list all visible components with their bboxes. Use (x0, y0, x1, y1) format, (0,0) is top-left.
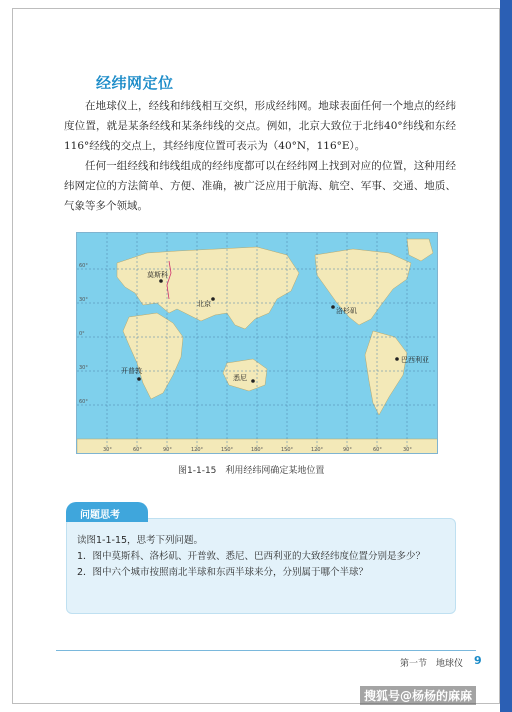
lon-tick: 60° (133, 447, 142, 453)
city-dot-brasilia (395, 357, 399, 361)
lat-tick: 60° (79, 399, 88, 405)
think-box (66, 502, 456, 614)
body-text (64, 96, 456, 216)
lon-tick: 150° (281, 447, 294, 453)
page-number: 9 (474, 654, 482, 667)
think-box-title: 问题思考 (66, 502, 148, 522)
lon-tick: 180° (251, 447, 264, 453)
think-box-body (66, 518, 456, 614)
think-question-2: 2．图中六个城市按照南北半球和东西半球来分，分别属于哪个半球？ (77, 567, 369, 578)
watermark: 搜狐号@杨杨的麻麻 (360, 686, 476, 705)
paragraph-1: 在地球仪上，经线和纬线相互交织，形成经纬网。地球表面任何一个地点的经纬度位置，就是某条经线和某条纬线的交点。例如，北京大致位于北纬40°纬线和东经116°经线的交点上，其经纬度位置可表示为（40°N，116°E）。 (64, 100, 456, 152)
paragraph-2: 任何一组经线和纬线组成的经纬度都可以在经纬网上找到对应的位置，这种用经纬网定位的方法简单、方便、准确，被广泛应用于航海、航空、军事、交通、地质、气象等多个领域。 (64, 160, 456, 212)
lat-tick: 30° (79, 365, 88, 371)
city-dot-moscow (159, 279, 163, 283)
city-label-brasilia: 巴西利亚 (401, 356, 429, 364)
lon-tick: 30° (103, 447, 112, 453)
footer-section-label: 第一节 地球仪 (400, 659, 464, 669)
lat-tick: 60° (79, 263, 88, 269)
lon-tick: 60° (373, 447, 382, 453)
city-label-cape-town: 开普敦 (121, 367, 142, 375)
city-label-beijing: 北京 (197, 300, 211, 308)
page-edge-strip (500, 0, 512, 712)
lat-tick: 30° (79, 297, 88, 303)
lon-tick: 150° (221, 447, 234, 453)
footer-divider (56, 650, 476, 651)
world-map (76, 232, 438, 454)
city-label-sydney: 悉尼 (233, 374, 247, 382)
think-intro: 读图1-1-15，思考下列问题。 (77, 535, 204, 546)
think-question-1: 1．图中莫斯科、洛杉矶、开普敦、悉尼、巴西利亚的大致经纬度位置分别是多少？ (77, 551, 426, 562)
section-heading: 经纬网定位 (96, 74, 174, 92)
world-map-svg (77, 233, 438, 454)
city-label-los-angeles: 洛杉矶 (336, 307, 357, 315)
city-dot-beijing (211, 297, 215, 301)
lon-tick: 90° (163, 447, 172, 453)
lon-tick: 90° (343, 447, 352, 453)
city-dot-cape-town (137, 377, 141, 381)
lat-tick: 0° (79, 331, 85, 337)
lon-tick: 30° (403, 447, 412, 453)
city-dot-los-angeles (331, 305, 335, 309)
lon-tick: 120° (311, 447, 324, 453)
city-label-moscow: 莫斯科 (147, 271, 168, 279)
city-dot-sydney (251, 379, 255, 383)
lon-tick: 120° (191, 447, 204, 453)
figure-caption: 图1-1-15 利用经纬网确定某地位置 (178, 466, 325, 476)
